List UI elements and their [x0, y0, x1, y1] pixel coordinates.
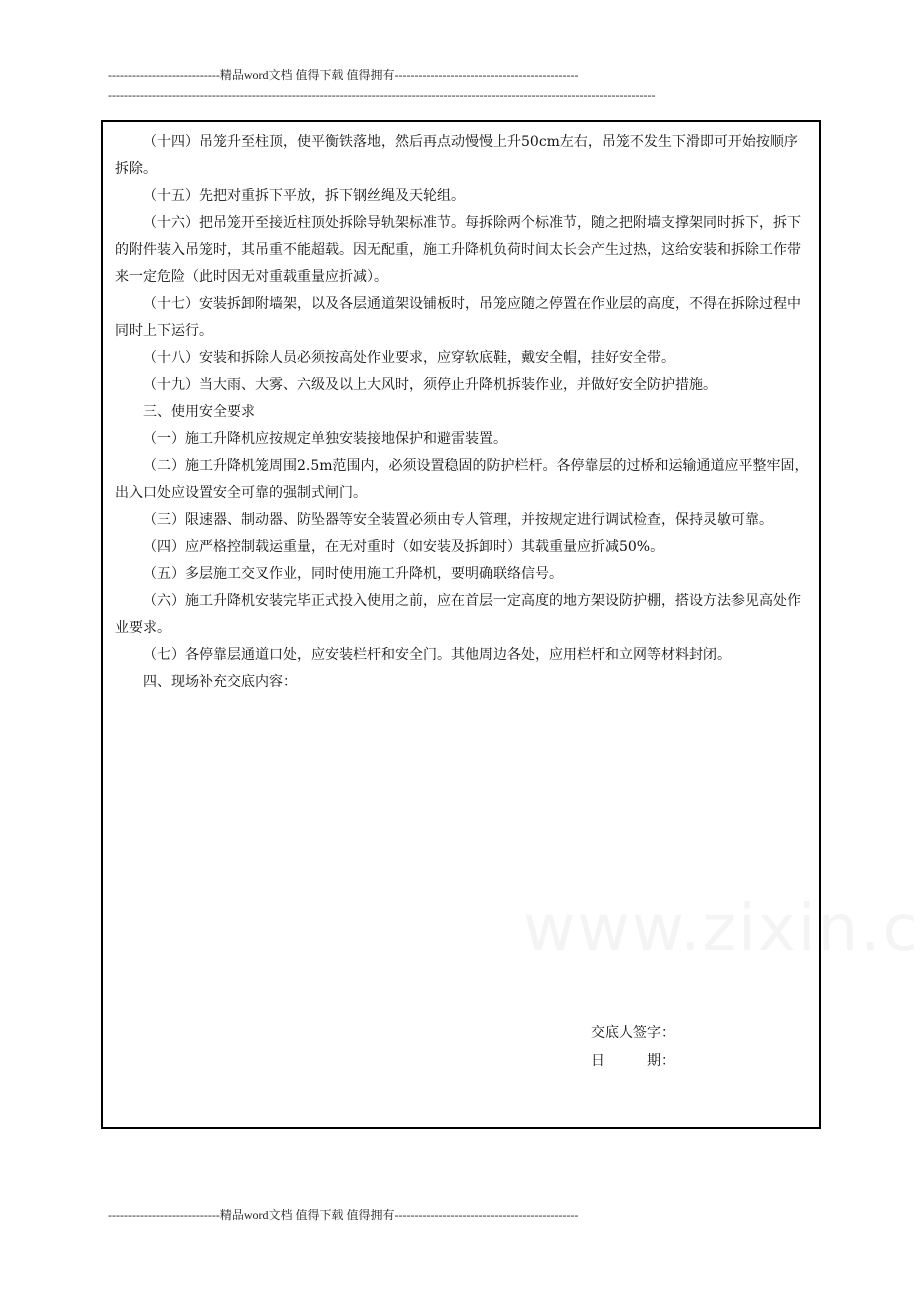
- paragraph: （二）施工升降机笼周围2.5m范围内，必须设置稳固的防护栏杆。各停靠层的过桥和运输通道应平整牢固，出入口处应设置安全可靠的强制式闸门。: [115, 458, 809, 501]
- paragraph: （十六）把吊笼开至接近柱顶处拆除导轨架标准节。每拆除两个标准节，随之把附墙支撑架同时拆下，拆下的附件装入吊笼时，其吊重不能超载。因无配重，施工升降机负荷时间太长会产生过热，这给安装和拆除工作带来一定危险（此时因无对重载重量应折减）。: [115, 215, 801, 285]
- section-heading: 四、现场补充交底内容：: [143, 674, 297, 690]
- date-label: 日 期：: [591, 1053, 675, 1069]
- watermark: [523, 892, 920, 966]
- paragraph: （六）施工升降机安装完毕正式投入使用之前，应在首层一定高度的地方架设防护棚，搭设方法参见高处作业要求。: [115, 593, 801, 636]
- footer-line: ----------------------------精品word文档 值得下载 值得拥有----------------------------------------------: [108, 1208, 579, 1222]
- document-frame: [101, 120, 821, 1129]
- signer-label: 交底人签字：: [591, 1025, 675, 1041]
- paragraph: （五）多层施工交叉作业，同时使用施工升降机，要明确联络信号。: [143, 566, 563, 582]
- paragraph: （十九）当大雨、大雾、六级及以上大风时，须停止升降机拆装作业，并做好安全防护措施。: [143, 377, 717, 393]
- paragraph: （十七）安装拆卸附墙架，以及各层通道架设铺板时，吊笼应随之停置在作业层的高度，不得在拆除过程中同时上下运行。: [115, 296, 801, 339]
- paragraph: （三）限速器、制动器、防坠器等安全装置必须由专人管理，并按规定进行调试检查，保持灵敏可靠。: [143, 512, 773, 528]
- header-line-2: -----------------------------------------------------------------------------------------------------------------------------------------: [108, 88, 656, 102]
- paragraph: （一）施工升降机应按规定单独安装接地保护和避雷装置。: [143, 431, 507, 447]
- document-body: [115, 129, 811, 696]
- paragraph: （十八）安装和拆除人员必须按高处作业要求，应穿软底鞋，戴安全帽，挂好安全带。: [143, 350, 675, 366]
- paragraph: （十五）先把对重拆下平放，拆下钢丝绳及天轮组。: [143, 188, 465, 204]
- header-line-1: ----------------------------精品word文档 值得下载 值得拥有----------------------------------------------: [108, 68, 579, 82]
- paragraph: （四）应严格控制载运重量，在无对重时（如安装及拆卸时）其载重量应折减50%。: [143, 539, 665, 555]
- paragraph: （十四）吊笼升至柱顶，使平衡铁落地，然后再点动慢慢上升50cm左右，吊笼不发生下滑即可开始按顺序拆除。: [115, 134, 798, 177]
- paragraph: （七）各停靠层通道口处，应安装栏杆和安全门。其他周边各处，应用栏杆和立网等材料封闭。: [143, 647, 731, 663]
- section-heading: 三、使用安全要求: [143, 404, 255, 420]
